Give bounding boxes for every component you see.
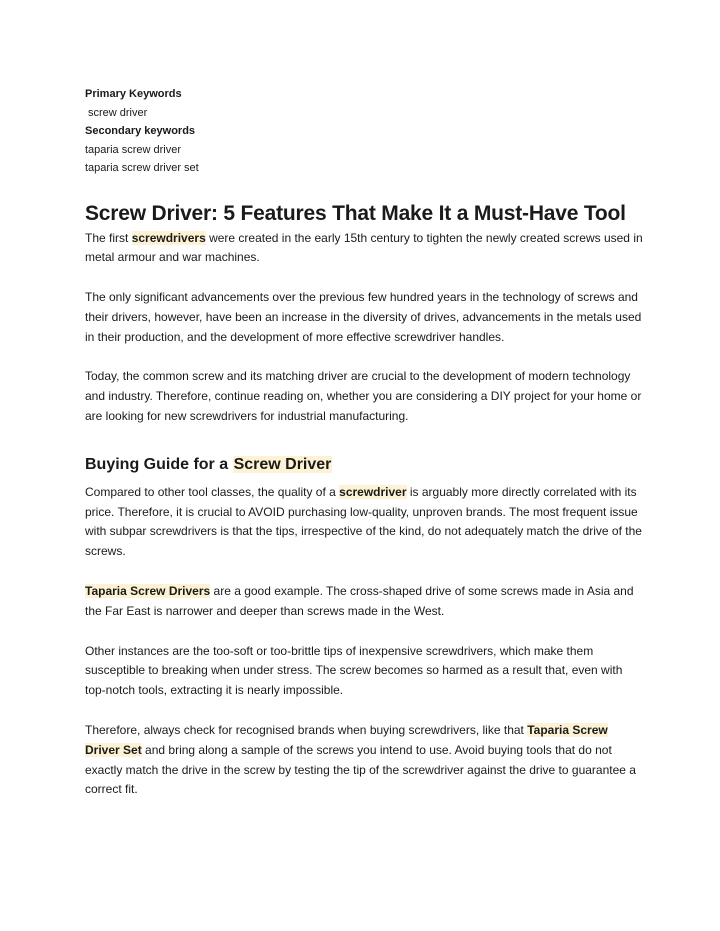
tips-paragraph: Other instances are the too-soft or too-brittle tips of inexpensive screwdrivers, which make them susceptible to breaking when under stress. The screw becomes so harmed as a result that, even with top-notch tools, extracting it is nearly impossible.	[85, 643, 623, 698]
paragraph-text: Compared to other tool classes, the quality of a	[85, 484, 340, 499]
screw-driver-heading-link[interactable]: Screw Driver	[233, 455, 332, 473]
quality-paragraph	[85, 483, 645, 562]
secondary-keywords-label: Secondary keywords	[85, 125, 196, 137]
intro-paragraph	[85, 229, 645, 269]
document-page	[85, 85, 645, 800]
today-paragraph: Today, the common screw and its matching driver are crucial to the development of modern technology and industry. Therefore, continue reading on, whether you are considering a DIY project for your home or are looking for new screwdrivers for industrial manufacturing.	[85, 369, 642, 424]
primary-keyword-item: screw driver	[88, 106, 148, 119]
secondary-keyword-item: taparia screw driver set	[85, 162, 199, 174]
paragraph-text: are a good example. The cross-shaped drive of some screws made in Asia and the Far East is narrower and deeper than screws made in the West.	[85, 584, 634, 618]
buying-guide-heading	[85, 453, 645, 477]
advice-paragraph	[85, 721, 645, 800]
paragraph-text: Therefore, always check for recognised brands when buying screwdrivers, like that	[85, 723, 528, 738]
screwdrivers-link[interactable]: screwdrivers	[131, 230, 206, 245]
taparia-screw-drivers-link[interactable]: Taparia Screw Drivers	[85, 584, 211, 599]
paragraph-text: is arguably more directly correlated with its price. Therefore, it is crucial to AVOID purchasing low-quality, unproven brands. The most frequent issue with subpar screwdrivers is that the tips, irrespective of the kind, do not adequately match the drive of the screws.	[85, 484, 642, 559]
article-title: Screw Driver: 5 Features That Make It a Must-Have Tool	[85, 201, 626, 225]
taparia-example-paragraph	[85, 582, 645, 622]
history-paragraph: The only significant advancements over the previous few hundred years in the technology of screws and their drivers, however, have been an increase in the diversity of drives, advancements in the metals used in their production, and the development of more effective screwdriver handles.	[85, 290, 642, 344]
intro-text: The first	[85, 230, 132, 245]
primary-keywords-label: Primary Keywords	[85, 88, 182, 100]
paragraph-text: and bring along a sample of the screws you intend to use. Avoid buying tools that do not exactly match the drive in the screw by testing the tip of the screwdriver against the drive to guarantee a correct fit.	[85, 742, 636, 797]
taparia-screw-driver-set-link[interactable]: Taparia Screw Driver Set	[85, 723, 608, 757]
screwdriver-link[interactable]: screwdriver	[339, 484, 407, 499]
intro-text: were created in the early 15th century to tighten the newly created screws used in metal armour and war machines.	[85, 230, 643, 265]
secondary-keyword-item: taparia screw driver	[85, 143, 181, 156]
heading-text: Buying Guide for a	[85, 455, 233, 473]
